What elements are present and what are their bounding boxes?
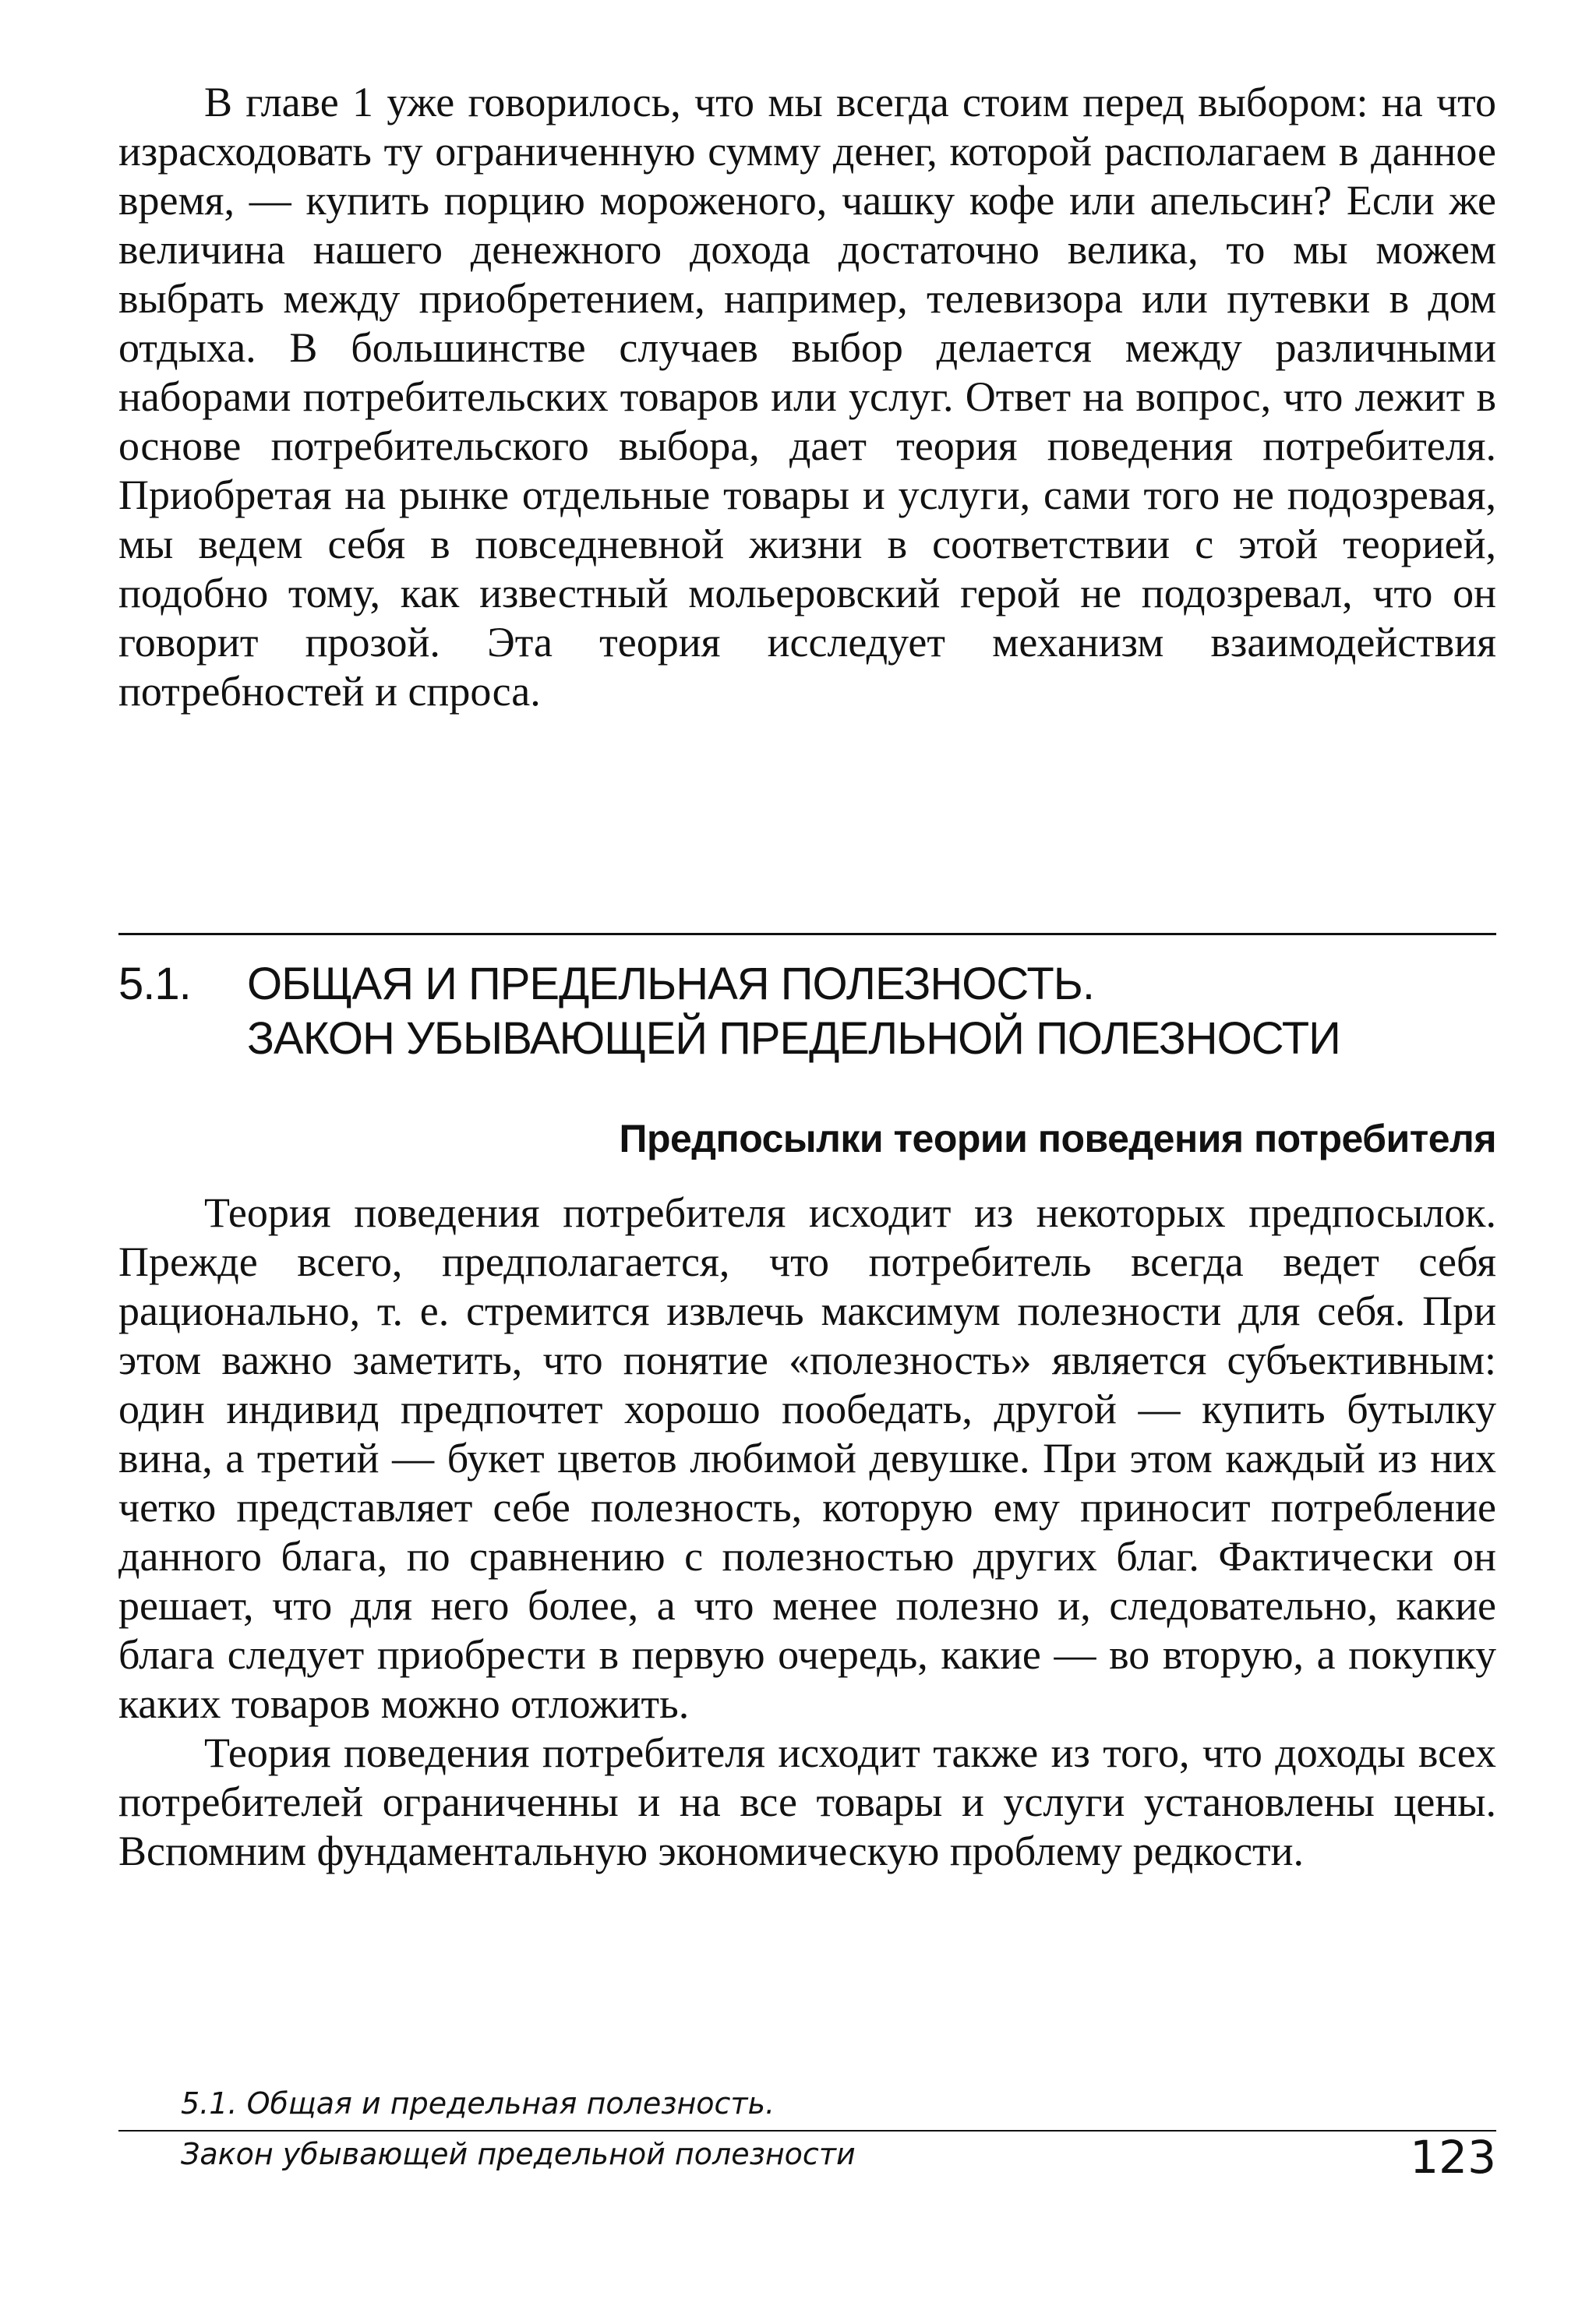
body-paragraph-2: Теория поведения потребителя исходит также из того, что доходы всех потребителей ограниченны и на все товары и услуги установлены цены. Вспомним фундаментальную экономическую проблему редкости. [118, 1729, 1496, 1874]
intro-paragraph: В главе 1 уже говорилось, что мы всегда стоим перед выбором: на что израсходовать ту ограниченную сумму денег, которой располагаем в данное время, — купить порцию мороженого, чашку кофе или апельсин? Если же величина нашего денежного дохода достаточно велика, то мы можем выбрать между приобретением, например, телевизора или путевки в дом отдыха. В большинстве случаев выбор делается между различными наборами потребительских товаров или услуг. Ответ на вопрос, что лежит в основе потребительского выбора, дает теория поведения потребителя. Приобретая на рынке отдельные товары и услуги, сами того не подозревая, мы ведем себя в повседневной жизни в соответствии с этой теорией, подобно тому, как известный мольеровский герой не подозревал, что он говорит прозой. Эта теория исследует механизм взаимодействия потребностей и спроса. [118, 79, 1496, 715]
section-divider [118, 933, 1496, 935]
section-title [247, 957, 1340, 1066]
body-paragraph-1: Теория поведения потребителя исходит из некоторых предпосылок. Прежде всего, предполагается, что потребитель всегда ведет себя рационально, т. е. стремится извлечь максимум полезности для себя. При этом важно заметить, что понятие «полезность» является субъективным: один индивид предпочтет хорошо пообедать, другой — купить бутылку вина, а третий — букет цветов любимой девушке. При этом каждый из них четко представляет себе полезность, которую ему приносит потребление данного блага, по сравнению с полезностью других благ. Фактически он решает, что для него более, а что менее полезно и, следовательно, какие блага следует приобрести в первую очередь, какие — во вторую, а покупку каких товаров можно отложить. [118, 1189, 1496, 1727]
page-footer [181, 2085, 1496, 2194]
subsection-heading: Предпосылки теории поведения потребителя [619, 1117, 1496, 1160]
section-body [118, 1189, 1496, 1876]
section-number: 5.1. [118, 959, 191, 1009]
page-number: 123 [1410, 2131, 1496, 2184]
section-title-line-1: ОБЩАЯ И ПРЕДЕЛЬНАЯ ПОЛЕЗНОСТЬ. [247, 959, 1094, 1009]
running-head-line-2: Закон убывающей предельной полезности [181, 2137, 856, 2171]
book-page [118, 78, 1496, 2276]
section-title-line-2: ЗАКОН УБЫВАЮЩЕЙ ПРЕДЕЛЬНОЙ ПОЛЕЗНОСТИ [247, 1013, 1340, 1064]
running-head-line-1: 5.1. Общая и предельная полезность. [181, 2086, 775, 2121]
footer-divider [118, 2130, 1496, 2132]
